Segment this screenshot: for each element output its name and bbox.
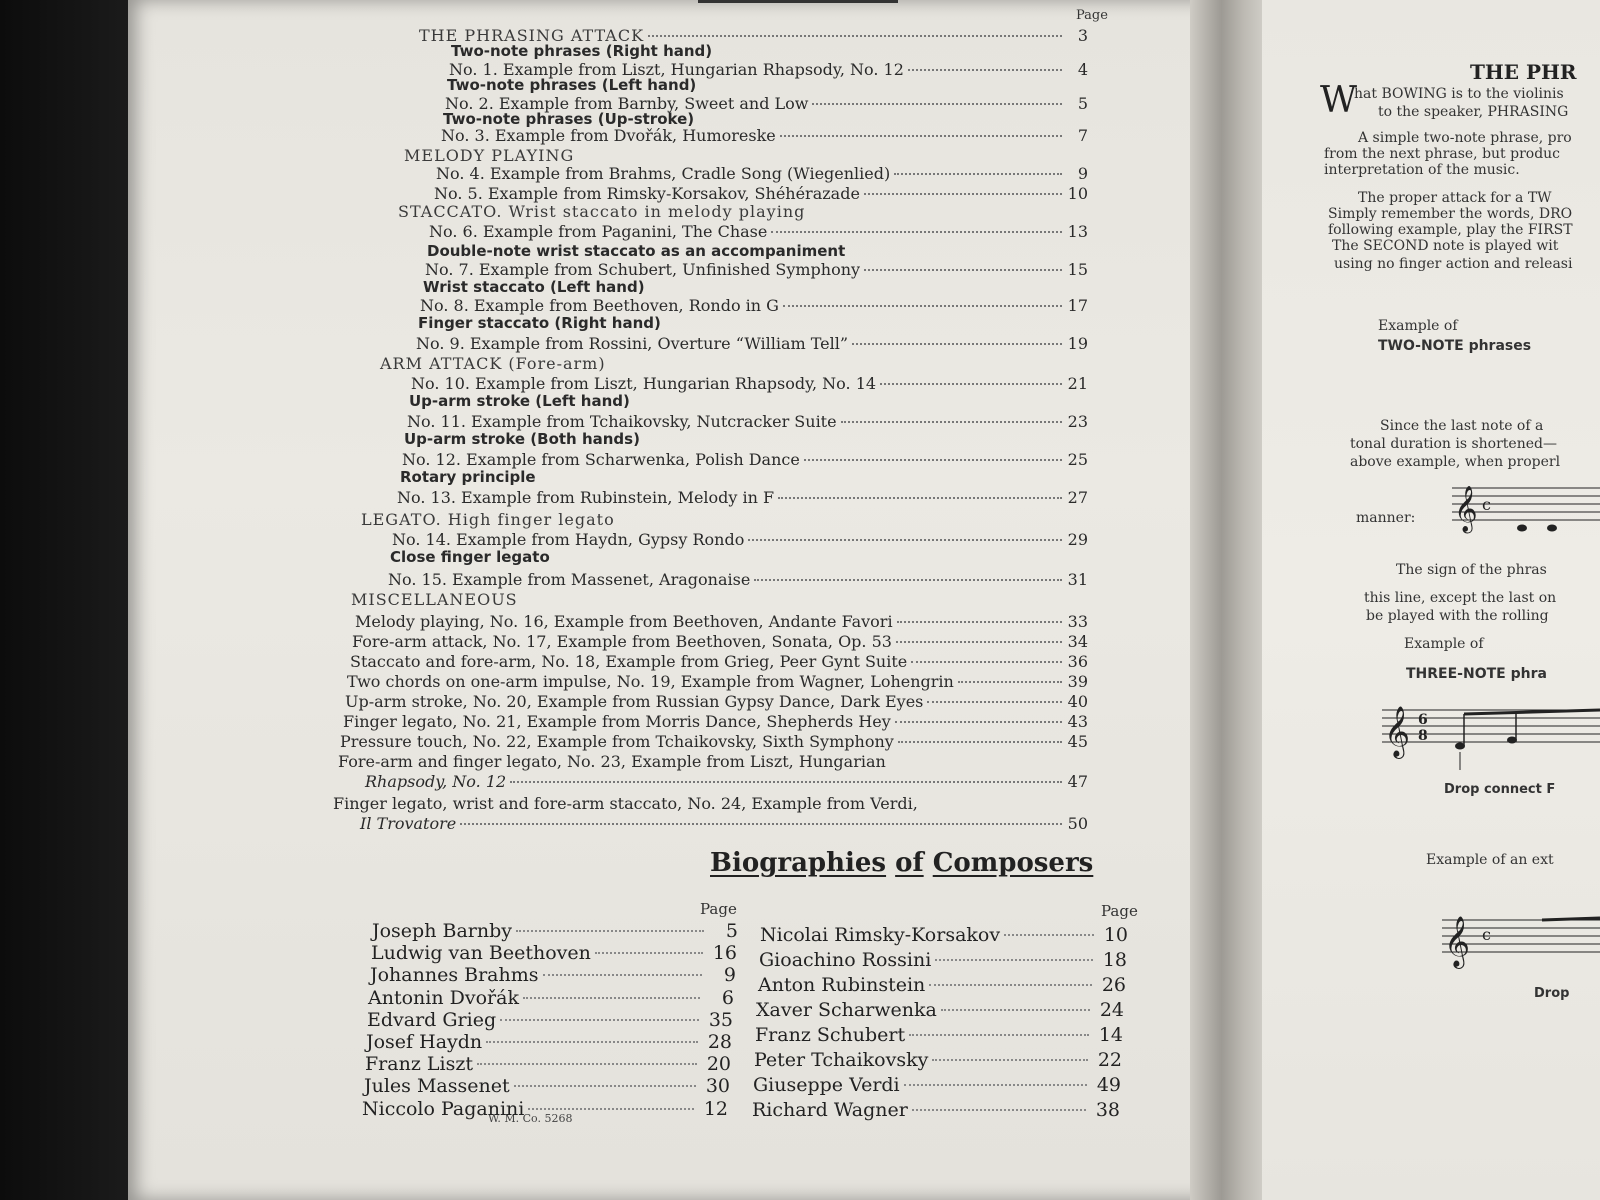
music-staff-icon: [1382, 696, 1600, 776]
toc-entry-text: Il Trovatore: [360, 814, 457, 833]
para2-line2: tonal duration is shortened—: [1350, 436, 1557, 452]
toc-section-row: [380, 354, 1088, 373]
toc-entry-text: No. 10. Example from Liszt, Hungarian Rhapsody, No. 14: [411, 374, 877, 393]
toc-entry-row: [355, 612, 1088, 631]
toc-entry-row: [397, 488, 1088, 507]
drop-cap: W: [1320, 80, 1358, 121]
facing-page-line: The proper attack for a TW: [1358, 190, 1552, 206]
leader-dots: [897, 620, 1062, 623]
svg-text:c: c: [1482, 495, 1491, 514]
biography-page-number: 38: [1095, 1099, 1120, 1121]
svg-text:8: 8: [1418, 728, 1428, 744]
leader-dots: [864, 192, 1062, 195]
toc-entry-text: Two-note phrases (Left hand): [447, 76, 697, 94]
toc-entry-text: No. 7. Example from Schubert, Unfinished Symphony: [425, 260, 861, 279]
toc-page-number: 33: [1067, 612, 1088, 631]
leader-dots: [895, 720, 1062, 723]
toc-entry-row: [436, 164, 1088, 183]
toc-entry-row: [411, 374, 1088, 393]
toc-entry-text: No. 11. Example from Tchaikovsky, Nutcracker Suite: [407, 412, 837, 431]
composer-name: Franz Schubert: [755, 1024, 906, 1046]
para2-line3: above example, when properl: [1350, 454, 1561, 470]
biography-page-number: 14: [1098, 1024, 1123, 1046]
toc-entry-text: THE PHRASING ATTACK: [419, 26, 645, 45]
toc-page-number: 40: [1067, 692, 1088, 711]
leader-dots: [941, 1008, 1090, 1011]
leader-dots: [516, 929, 704, 932]
composer-name: Niccolo Paganini: [362, 1097, 525, 1120]
leader-dots: [748, 538, 1062, 541]
toc-page-number: 29: [1067, 530, 1088, 549]
example-three-note: THREE-NOTE phra: [1406, 666, 1547, 682]
toc-entry-text: Fore-arm and finger legato, No. 23, Example from Liszt, Hungarian: [338, 752, 886, 771]
toc-entry-row: [402, 450, 1088, 469]
toc-entry-row: [425, 260, 1088, 279]
toc-entry-row: [434, 184, 1088, 203]
facing-page-line: Simply remember the words, DRO: [1328, 206, 1573, 222]
toc-entry-text: Up-arm stroke (Both hands): [404, 430, 640, 448]
toc-section-row: [398, 202, 1088, 221]
toc-page-number: 9: [1077, 164, 1088, 183]
facing-page-title: THE PHR: [1470, 60, 1577, 84]
toc-entry-text: Finger legato, No. 21, Example from Morris Dance, Shepherds Hey: [343, 712, 891, 731]
composer-name: Joseph Barnby: [372, 920, 512, 942]
toc-entry-text: Wrist staccato (Left hand): [423, 278, 645, 296]
facing-page-line: from the next phrase, but produc: [1324, 146, 1561, 162]
facing-page: [1262, 0, 1600, 1200]
biography-page-number: 9: [723, 964, 736, 987]
biography-page-number: 26: [1101, 974, 1126, 996]
leader-dots: [864, 268, 1062, 271]
toc-entry-text: No. 8. Example from Beethoven, Rondo in G: [420, 296, 779, 315]
biography-row: [366, 1031, 732, 1053]
toc-page-number: 19: [1067, 334, 1088, 353]
toc-page-number: 50: [1067, 814, 1088, 833]
biography-page-number: 16: [712, 942, 737, 965]
biography-page-number: 24: [1099, 999, 1124, 1021]
toc-entry-row: [345, 692, 1088, 711]
leader-dots: [880, 382, 1062, 385]
toc-entry-text: No. 9. Example from Rossini, Overture “William Tell”: [416, 334, 849, 353]
biography-row: [362, 1098, 728, 1120]
biography-page-number: 49: [1096, 1074, 1121, 1096]
biography-row: [367, 1009, 733, 1031]
leader-dots: [929, 983, 1092, 986]
manner-label: manner:: [1356, 510, 1416, 526]
toc-page-number: 3: [1077, 26, 1088, 45]
leader-dots: [486, 1040, 698, 1043]
biography-row: [756, 999, 1124, 1021]
composer-name: Ludwig van Beethoven: [371, 942, 591, 965]
composer-name: Edvard Grieg: [367, 1008, 497, 1031]
composer-name: Gioachino Rossini: [759, 949, 932, 971]
leader-dots: [804, 458, 1062, 461]
leader-dots: [904, 1083, 1087, 1086]
toc-entry-row: [388, 570, 1088, 589]
toc-entry-text: Two-note phrases (Up-stroke): [443, 110, 695, 128]
leader-dots: [523, 996, 700, 999]
biography-row: [753, 1074, 1121, 1096]
toc-page-number: 27: [1067, 488, 1088, 507]
leader-dots: [500, 1018, 699, 1021]
toc-page-number: 21: [1067, 374, 1088, 393]
biography-row: [371, 942, 737, 964]
toc-entry-row: [340, 732, 1088, 751]
composer-name: Nicolai Rimsky-Korsakov: [760, 924, 1001, 946]
para3-line2: this line, except the last on: [1364, 590, 1557, 606]
toc-page-number: 36: [1067, 652, 1088, 671]
biography-row: [752, 1099, 1120, 1121]
toc-page-number: 23: [1067, 412, 1088, 431]
leader-dots: [543, 973, 702, 976]
svg-text:𝄞: 𝄞: [1444, 916, 1471, 967]
toc-entry-text: No. 3. Example from Dvořák, Humoreske: [441, 126, 776, 145]
biography-row: [754, 1049, 1122, 1071]
biography-page-number: 6: [721, 986, 734, 1009]
leader-dots: [648, 34, 1062, 37]
toc-entry-text: Up-arm stroke (Left hand): [409, 392, 630, 410]
bio-left-page-heading: Page: [700, 900, 737, 918]
contents-page: [128, 0, 1208, 1200]
leader-dots: [958, 680, 1062, 683]
publisher-code: W. M. Co. 5268: [488, 1112, 573, 1125]
biography-row: [368, 987, 734, 1009]
toc-entry-row: [418, 314, 1088, 332]
toc-entry-row: [350, 652, 1088, 671]
toc-entry-text: Finger staccato (Right hand): [418, 314, 661, 332]
music-staff-icon: [1442, 908, 1600, 978]
example3-label: Example of an ext: [1426, 852, 1554, 868]
facing-page-line: The SECOND note is played wit: [1332, 238, 1559, 254]
leader-dots: [771, 230, 1062, 233]
toc-entry-text: Double-note wrist staccato as an accompaniment: [427, 242, 846, 260]
leader-dots: [1004, 933, 1094, 936]
toc-entry-row: [423, 278, 1088, 296]
biography-page-number: 28: [707, 1031, 732, 1053]
toc-entry-row: [400, 468, 1088, 486]
facing-page-line: following example, play the FIRST: [1328, 222, 1573, 238]
toc-entry-row: [392, 530, 1088, 549]
toc-page-number: 47: [1067, 772, 1088, 791]
toc-page-number: 39: [1067, 672, 1088, 691]
toc-entry-row: [447, 76, 1088, 94]
toc-entry-row: [390, 548, 1088, 566]
leader-dots: [841, 420, 1062, 423]
toc-entry-text: Rhapsody, No. 12: [365, 772, 507, 791]
toc-entry-text: No. 14. Example from Haydn, Gypsy Rondo: [392, 530, 745, 549]
toc-page-number: 15: [1067, 260, 1088, 279]
toc-entry-text: Staccato and fore-arm, No. 18, Example from Grieg, Peer Gynt Suite: [350, 652, 908, 671]
facing-page-line: A simple two-note phrase, pro: [1358, 130, 1572, 146]
toc-entry-row: [409, 392, 1088, 410]
example-label: Example of: [1378, 318, 1458, 334]
facing-page-line: using no finger action and releasi: [1334, 256, 1573, 272]
facing-page-line: hat BOWING is to the violinis: [1354, 86, 1564, 102]
leader-dots: [912, 1108, 1086, 1111]
toc-entry-text: MELODY PLAYING: [404, 146, 575, 165]
leader-dots: [935, 958, 1093, 961]
svg-text:𝄞: 𝄞: [1384, 706, 1411, 757]
toc-page-number: 4: [1077, 60, 1088, 79]
para3-line3: be played with the rolling: [1366, 608, 1549, 624]
biography-row: [759, 949, 1127, 971]
toc-entry-row: [451, 42, 1088, 60]
composer-name: Josef Haydn: [366, 1031, 483, 1053]
biography-page-number: 22: [1097, 1049, 1122, 1071]
leader-dots: [932, 1058, 1088, 1061]
music-staff-icon: [1452, 478, 1600, 538]
toc-entry-row: [333, 794, 1088, 813]
toc-entry-row: [347, 672, 1088, 691]
example-two-note: TWO-NOTE phrases: [1378, 338, 1532, 354]
toc-entry-text: ARM ATTACK (Fore-arm): [380, 354, 606, 373]
example2-label: Example of: [1404, 636, 1484, 652]
toc-page-number: 31: [1067, 570, 1088, 589]
biography-page-number: 20: [706, 1053, 731, 1076]
toc-page-number: 25: [1067, 450, 1088, 469]
toc-entry-text: LEGATO. High finger legato: [361, 510, 615, 529]
toc-entry-text: Pressure touch, No. 22, Example from Tchaikovsky, Sixth Symphony: [340, 732, 894, 751]
svg-text:𝄞: 𝄞: [1454, 486, 1478, 532]
biography-row: [364, 1075, 730, 1097]
toc-entry-row: [429, 222, 1088, 241]
leader-dots: [896, 640, 1062, 643]
toc-entry-row: [365, 772, 1088, 791]
biography-page-number: 35: [708, 1008, 733, 1031]
leader-dots: [812, 102, 1062, 105]
toc-entry-text: No. 6. Example from Paganini, The Chase: [429, 222, 768, 241]
toc-entry-text: Fore-arm attack, No. 17, Example from Beethoven, Sonata, Op. 53: [352, 632, 892, 651]
toc-entry-text: STACCATO. Wrist staccato in melody playing: [398, 202, 806, 221]
toc-page-number: 45: [1067, 732, 1088, 751]
leader-dots: [510, 780, 1062, 783]
toc-entry-text: Rotary principle: [400, 468, 536, 486]
leader-dots: [783, 304, 1062, 307]
toc-entry-row: [427, 242, 1088, 260]
composer-name: Franz Liszt: [365, 1053, 473, 1076]
toc-entry-text: No. 5. Example from Rimsky-Korsakov, Shéhérazade: [434, 184, 860, 203]
leader-dots: [852, 342, 1062, 345]
biography-page-number: 30: [705, 1075, 730, 1098]
para3-line1: The sign of the phras: [1396, 562, 1547, 578]
toc-entry-text: Up-arm stroke, No. 20, Example from Russian Gypsy Dance, Dark Eyes: [345, 692, 924, 711]
leader-dots: [908, 68, 1062, 71]
toc-entry-text: MISCELLANEOUS: [351, 590, 518, 609]
leader-dots: [927, 700, 1062, 703]
biographies-heading: Biographies of Composers: [710, 848, 1094, 878]
toc-page-number: 43: [1067, 712, 1088, 731]
table-of-contents: [128, 0, 1208, 880]
toc-entry-row: [416, 334, 1088, 353]
toc-entry-text: No. 2. Example from Barnby, Sweet and Low: [445, 94, 809, 113]
toc-page-number: 13: [1067, 222, 1088, 241]
leader-dots: [528, 1107, 694, 1110]
facing-page-line: interpretation of the music.: [1324, 162, 1520, 178]
toc-entry-row: [407, 412, 1088, 431]
toc-page-number: 5: [1077, 94, 1088, 113]
toc-page-number: 17: [1067, 296, 1088, 315]
drop-label: Drop: [1534, 986, 1570, 1001]
biography-page-number: 10: [1103, 924, 1128, 946]
composer-name: Jules Massenet: [364, 1075, 510, 1098]
svg-text:c: c: [1482, 925, 1491, 944]
facing-page-line: to the speaker, PHRASING: [1378, 104, 1569, 120]
toc-entry-text: No. 12. Example from Scharwenka, Polish Dance: [402, 450, 800, 469]
toc-entry-text: Finger legato, wrist and fore-arm staccato, No. 24, Example from Verdi,: [333, 794, 918, 813]
toc-entry-row: [338, 752, 1088, 771]
toc-section-row: [351, 590, 1088, 609]
para2-line1: Since the last note of a: [1380, 418, 1544, 434]
toc-page-number: 10: [1067, 184, 1088, 203]
composer-name: Peter Tchaikovsky: [754, 1049, 929, 1071]
toc-entry-text: Two chords on one-arm impulse, No. 19, Example from Wagner, Lohengrin: [347, 672, 954, 691]
composer-name: Antonin Dvořák: [368, 986, 519, 1009]
biography-page-number: 5: [725, 920, 738, 942]
biography-row: [755, 1024, 1123, 1046]
biography-row: [758, 974, 1126, 996]
leader-dots: [909, 1033, 1089, 1036]
toc-page-number: 34: [1067, 632, 1088, 651]
toc-section-row: [404, 146, 1088, 165]
toc-entry-text: No. 15. Example from Massenet, Aragonaise: [388, 570, 751, 589]
leader-dots: [778, 496, 1062, 499]
leader-dots: [780, 134, 1062, 137]
biography-row: [370, 964, 736, 986]
toc-entry-text: Melody playing, No. 16, Example from Beethoven, Andante Favori: [355, 612, 893, 631]
biography-row: [372, 920, 738, 942]
bio-right-page-heading: Page: [1101, 902, 1138, 920]
leader-dots: [754, 578, 1062, 581]
leader-dots: [894, 172, 1062, 175]
leader-dots: [460, 822, 1062, 825]
toc-entry-text: No. 13. Example from Rubinstein, Melody in F: [397, 488, 775, 507]
toc-entry-text: No. 1. Example from Liszt, Hungarian Rhapsody, No. 12: [449, 60, 904, 79]
composer-name: Johannes Brahms: [370, 964, 539, 987]
toc-entry-text: Two-note phrases (Right hand): [451, 42, 713, 60]
svg-text:6: 6: [1418, 712, 1428, 728]
toc-entry-row: [352, 632, 1088, 651]
toc-page-heading: Page: [1076, 8, 1108, 23]
toc-entry-row: [360, 814, 1088, 833]
composer-name: Giuseppe Verdi: [753, 1074, 900, 1096]
leader-dots: [898, 740, 1062, 743]
leader-dots: [514, 1084, 696, 1087]
biography-row: [760, 924, 1128, 946]
biography-page-number: 18: [1102, 949, 1127, 971]
toc-entry-row: [343, 712, 1088, 731]
leader-dots: [911, 660, 1062, 663]
toc-entry-row: [404, 430, 1088, 448]
toc-entry-row: [420, 296, 1088, 315]
leader-dots: [595, 951, 703, 954]
toc-entry-text: Close finger legato: [390, 548, 550, 566]
biography-row: [365, 1053, 731, 1075]
leader-dots: [477, 1062, 697, 1065]
composer-name: Richard Wagner: [752, 1099, 908, 1121]
composer-name: Anton Rubinstein: [758, 974, 926, 996]
toc-entry-text: No. 4. Example from Brahms, Cradle Song (Wiegenlied): [436, 164, 891, 183]
toc-page-number: 7: [1077, 126, 1088, 145]
drop-connect-label: Drop connect F: [1444, 782, 1556, 797]
composer-name: Xaver Scharwenka: [756, 999, 937, 1021]
biography-page-number: 12: [703, 1097, 728, 1120]
toc-entry-row: [441, 126, 1088, 145]
toc-section-row: [361, 510, 1088, 529]
